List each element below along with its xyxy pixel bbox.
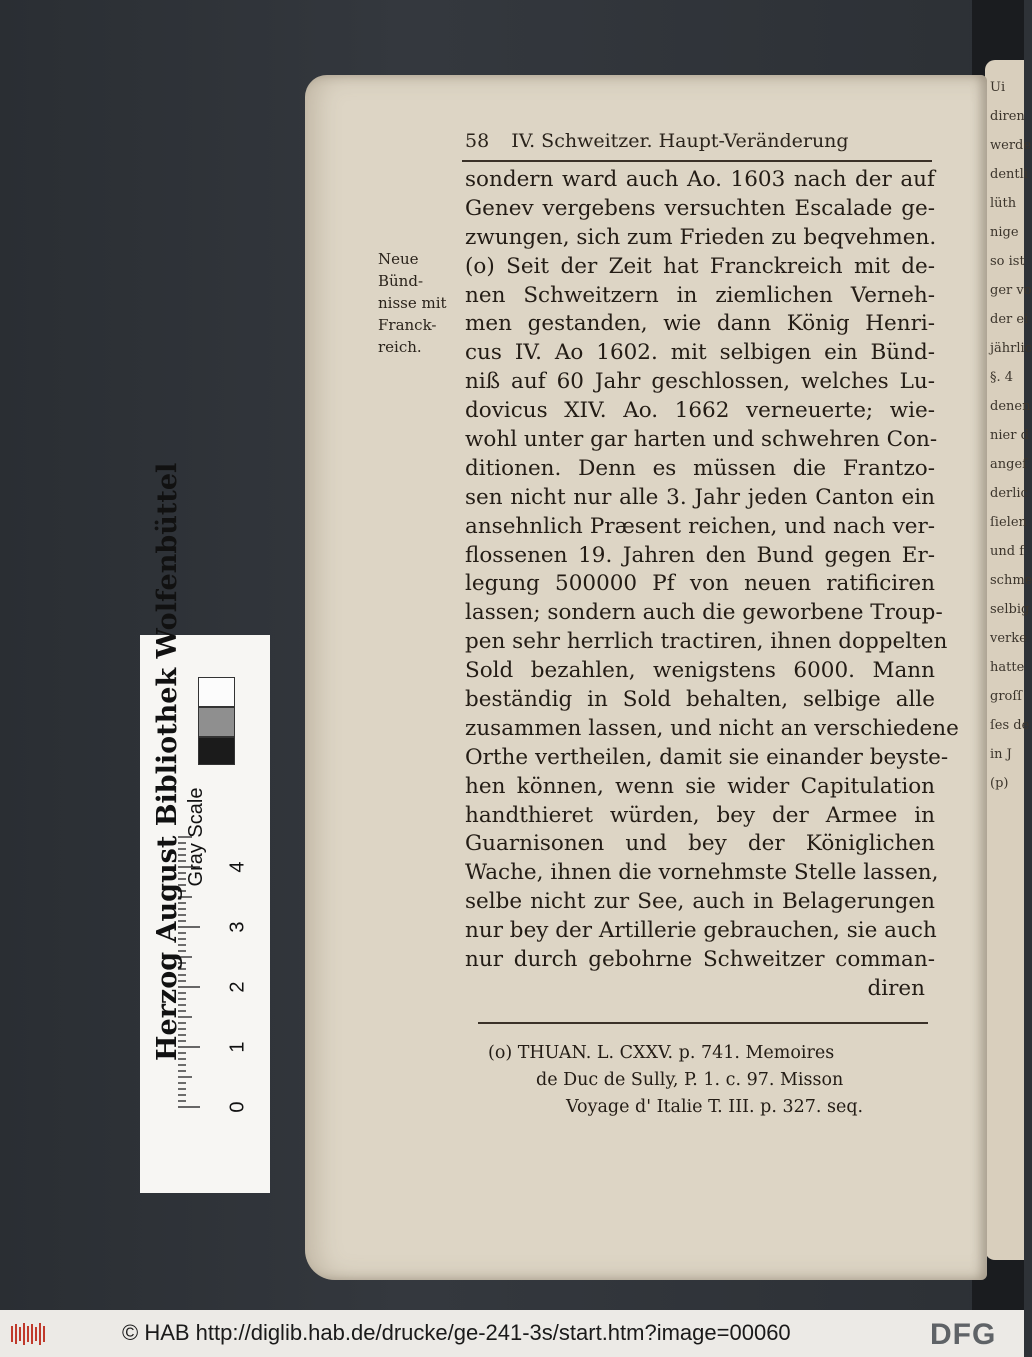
adjacent-page-fragment: jährlic <box>990 341 1032 356</box>
text-line: Genev vergebens versuchten Escalade ge- <box>465 195 935 221</box>
text-line: nen Schweitzern in ziemlichen Verneh- <box>465 282 935 308</box>
text-line: legung 500000 Pf von neuen ratificiren <box>465 571 935 597</box>
adjacent-page-fragment: Ui <box>990 80 1006 95</box>
adjacent-page-fragment: ſes de <box>990 718 1030 733</box>
text-line: flossenen 19. Jahren den Bund gegen Er- <box>465 542 935 568</box>
running-head <box>465 130 875 152</box>
footer-bar <box>0 1310 1024 1357</box>
text-line: Orthe vertheilen, damit sie einander beyste- <box>465 744 949 770</box>
text-line: sondern ward auch Ao. 1603 nach der auf <box>465 167 935 192</box>
marginal-note-line: Neue <box>378 250 419 268</box>
marginal-note-line: nisse mit <box>378 294 447 312</box>
footnote-rule <box>478 1022 928 1024</box>
adjacent-page-fragment: denen <box>990 399 1031 414</box>
adjacent-page-fragment: groſſ <box>990 689 1022 704</box>
adjacent-page-fragment: derlic <box>990 486 1028 501</box>
running-head-title: IV. Schweitzer. Haupt-Veränderung <box>511 130 849 152</box>
text-line: niß auf 60 Jahr geschlossen, welches Lu- <box>465 369 935 395</box>
adjacent-page-edge <box>985 60 1032 1260</box>
adjacent-page-fragment: ger vo <box>990 283 1032 298</box>
gray-patch-white <box>198 677 235 707</box>
adjacent-page-fragment: der ei <box>990 312 1029 327</box>
text-line: nur durch gebohrne Schweitzer comman- <box>465 947 935 973</box>
text-line: sen nicht nur alle 3. Jahr jeden Canton ein <box>465 484 935 510</box>
adjacent-page-fragment: dentli <box>990 167 1028 182</box>
text-line: Sold bezahlen, wenigstens 6000. Mann <box>465 658 935 684</box>
adjacent-page-fragment: verke <box>990 631 1027 646</box>
text-line: dovicus XIV. Ao. 1662 verneuerte; wie- <box>465 398 935 424</box>
adjacent-page-fragment: ſielen <box>990 515 1027 530</box>
text-line: cus IV. Ao 1602. mit selbigen ein Bünd- <box>465 340 935 366</box>
gray-patch-dark <box>198 737 235 765</box>
dfg-logo: DFG <box>930 1318 997 1351</box>
adjacent-page-fragment: hatte <box>990 660 1025 675</box>
text-line: pen sehr herrlich tractiren, ihnen doppelten <box>465 629 948 655</box>
color-scale-card <box>140 462 270 1193</box>
footnote-line: (o) THUAN. L. CXXV. p. 741. Memoires <box>488 1043 835 1063</box>
header-rule <box>462 160 932 162</box>
marginal-note <box>378 248 463 358</box>
ruler-number: 4 <box>226 861 249 873</box>
copyright-url[interactable]: © HAB http://diglib.hab.de/drucke/ge-241-3s/start.htm?image=00060 <box>122 1320 791 1345</box>
adjacent-page-fragment: so ist <box>990 254 1025 269</box>
adjacent-page-fragment: lüth <box>990 196 1017 211</box>
institution-label: Herzog August Bibliothek Wolfenbüttel <box>152 462 183 1061</box>
marginal-note-line: Franck- <box>378 316 437 334</box>
text-line: men gestanden, wie dann König Henri- <box>465 311 935 337</box>
text-line: ditionen. Denn es müssen die Frantzo- <box>465 455 935 481</box>
adjacent-page-fragment: angeſ <box>990 457 1027 472</box>
ruler-number: 1 <box>226 1041 249 1053</box>
adjacent-page-fragment: und f <box>990 544 1025 559</box>
adjacent-page-fragment: werde <box>990 138 1032 153</box>
hab-logo-icon <box>10 1322 46 1346</box>
adjacent-page-fragment: (p) <box>990 776 1009 791</box>
text-line: zwungen, sich zum Frieden zu beqvehmen. <box>465 224 937 250</box>
gray-scale-label: Gray Scale <box>185 787 207 887</box>
gray-patch-mid <box>198 707 235 737</box>
ruler-number: 2 <box>226 981 249 993</box>
text-line: diren <box>867 975 925 1001</box>
ruler-number: 3 <box>226 921 249 933</box>
text-line: selbe nicht zur See, auch in Belagerungen <box>465 889 935 915</box>
footnote-line: Voyage d' Italie T. III. p. 327. seq. <box>566 1097 864 1117</box>
adjacent-page-fragment: selbig <box>990 602 1030 617</box>
ruler-number: 0 <box>226 1101 249 1113</box>
text-line: hen können, wenn sie wider Capitulation <box>465 773 935 799</box>
text-line: (o) Seit der Zeit hat Franckreich mit de- <box>465 253 935 279</box>
adjacent-page-fragment: schme <box>990 573 1032 588</box>
adjacent-page-fragment: diren <box>990 109 1025 124</box>
text-line: handthieret würden, bey der Armee in <box>465 802 935 828</box>
marginal-note-line: reich. <box>378 338 422 356</box>
marginal-note-line: Bünd- <box>378 272 424 290</box>
text-line: Wache, ihnen die vornehmste Stelle lassen, <box>465 860 939 886</box>
body-text <box>465 166 959 1004</box>
text-line: nur bey der Artillerie gebrauchen, sie auch <box>465 918 937 944</box>
text-line: beständig in Sold behalten, selbige alle <box>465 687 935 713</box>
text-line: zusammen lassen, und nicht an verschiedene <box>465 715 959 741</box>
adjacent-page-fragment: §. 4 <box>990 370 1014 385</box>
text-line: Guarnisonen und bey der Königlichen <box>465 831 935 857</box>
adjacent-page-fragment: nige <box>990 225 1019 240</box>
footnote-line: de Duc de Sully, P. 1. c. 97. Misson <box>536 1070 844 1090</box>
page-number: 58 <box>465 130 490 152</box>
adjacent-page-fragment: nier d <box>990 428 1029 443</box>
footnote <box>488 1040 928 1121</box>
adjacent-page-fragment: in J <box>990 747 1012 762</box>
text-line: lassen; sondern auch die geworbene Troup- <box>465 600 943 626</box>
cm-ruler <box>178 861 258 1185</box>
text-line: wohl unter gar harten und schwehren Con- <box>465 427 938 453</box>
text-line: ansehnlich Præsent reichen, und nach ver- <box>465 513 935 539</box>
